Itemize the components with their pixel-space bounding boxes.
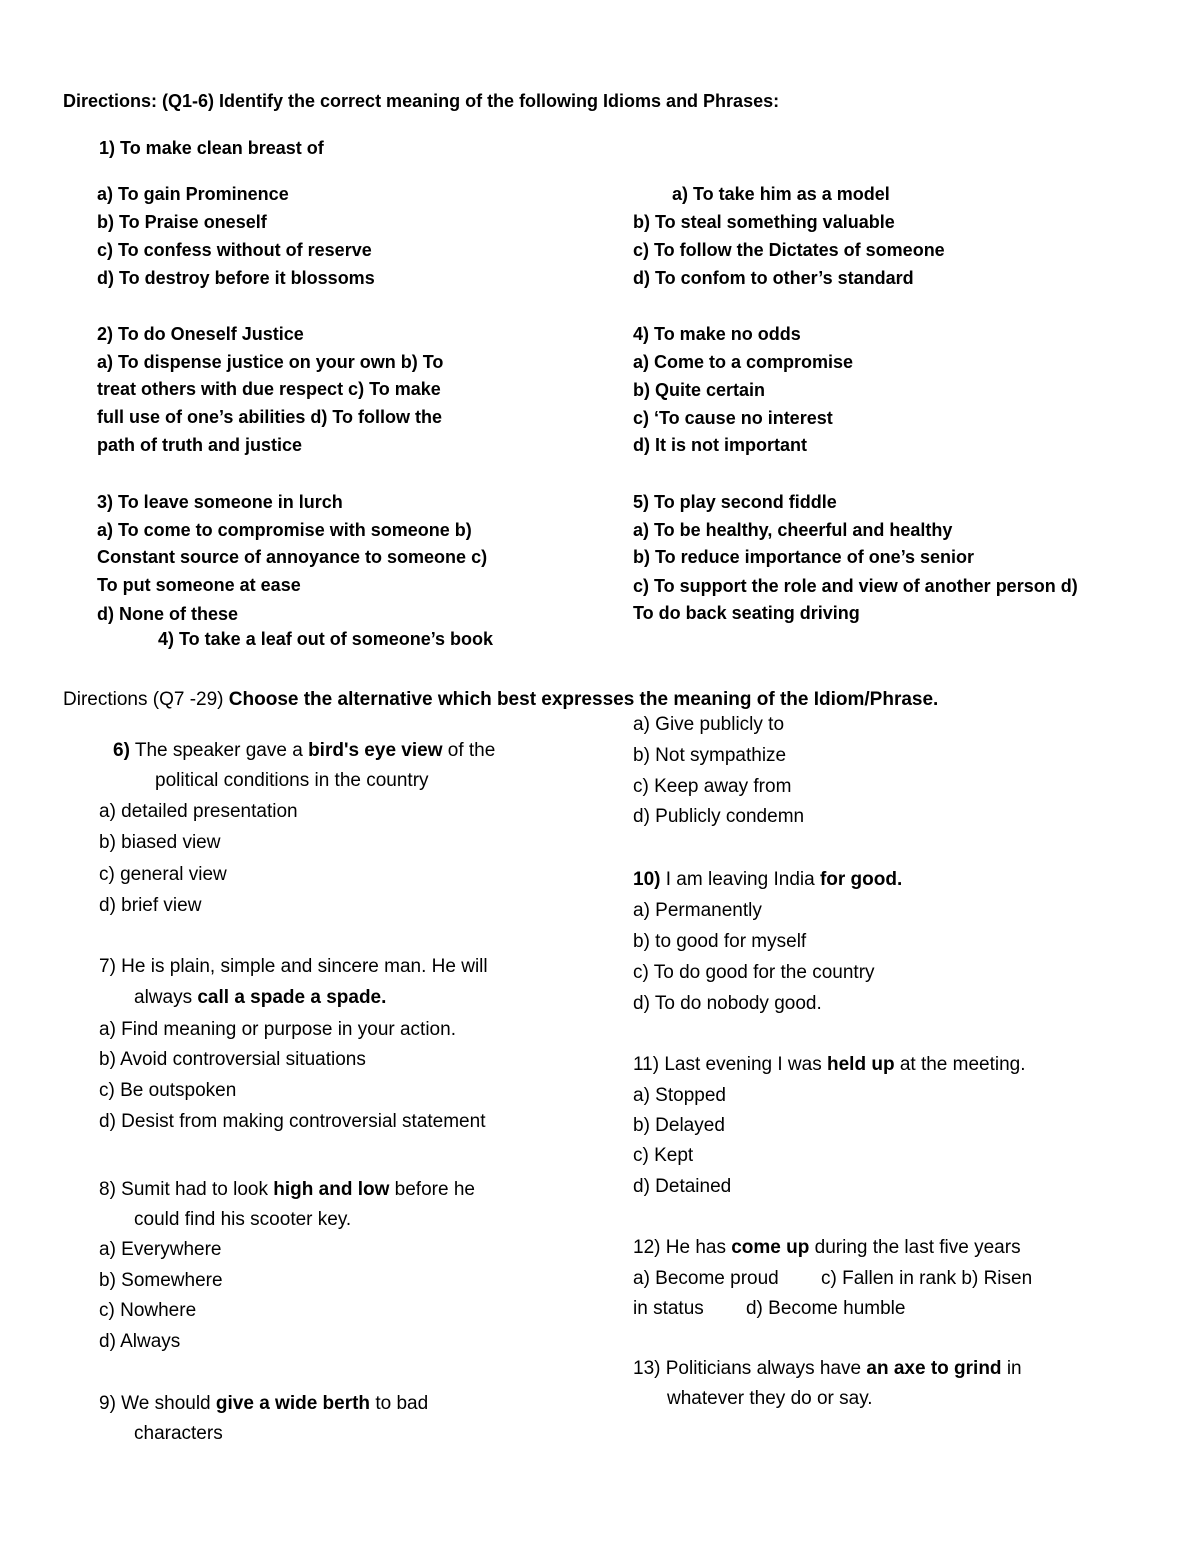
q8-option-d: d) Always xyxy=(99,1331,181,1352)
q2-line-2: treat others with due respect c) To make xyxy=(97,379,441,399)
q3-line-4: d) None of these xyxy=(97,604,239,624)
q9-number: 9) xyxy=(99,1393,116,1414)
q9-pre: We should xyxy=(115,1393,216,1414)
q6-stem-line-1 xyxy=(113,741,495,760)
q1-option-a: a) To gain Prominence xyxy=(97,184,289,204)
q5-line-1: a) To be healthy, cheerful and healthy xyxy=(633,520,953,540)
q8-pre: Sumit had to look xyxy=(115,1179,274,1200)
q11-option-c: c) Kept xyxy=(633,1145,694,1166)
q1-text: To make clean breast of xyxy=(120,138,324,158)
q4leaf-option-b: b) To steal something valuable xyxy=(633,212,895,232)
q12-idiom: come up xyxy=(731,1237,810,1258)
q6-pre: The speaker gave a xyxy=(129,740,309,761)
q8-number: 8) xyxy=(99,1179,116,1200)
q11-option-d: d) Detained xyxy=(633,1176,732,1197)
q8-option-a: a) Everywhere xyxy=(99,1239,222,1260)
q4-option-b: b) Quite certain xyxy=(633,380,766,400)
q12-post: during the last five years xyxy=(809,1237,1021,1258)
q5-number: 5) xyxy=(633,492,650,512)
q10-option-a: a) Permanently xyxy=(633,900,762,921)
q9-option-b: b) Not sympathize xyxy=(633,745,787,766)
q11-stem xyxy=(633,1055,1026,1074)
q3-number: 3) xyxy=(97,492,114,512)
q7-idiom: call a spade a spade. xyxy=(197,987,387,1008)
q11-idiom: held up xyxy=(827,1054,895,1075)
q13-stem-line-2: whatever they do or say. xyxy=(667,1388,873,1409)
q9-stem-line-2: characters xyxy=(134,1423,223,1444)
q2-number: 2) xyxy=(97,324,114,344)
q1-option-c: c) To confess without of reserve xyxy=(97,240,372,260)
q7-pre: always xyxy=(134,987,198,1008)
section1-directions: Directions: (Q1-6) Identify the correct meaning of the following Idioms and Phrases: xyxy=(63,91,780,111)
q2-line-1: a) To dispense justice on your own b) To xyxy=(97,352,444,372)
q8-idiom: high and low xyxy=(273,1179,390,1200)
q12-stem xyxy=(633,1238,1021,1257)
q11-pre: Last evening I was xyxy=(659,1054,827,1075)
q10-option-d: d) To do nobody good. xyxy=(633,993,822,1014)
q10-option-c: c) To do good for the country xyxy=(633,962,875,983)
q3-line-2: Constant source of annoyance to someone c) xyxy=(97,547,488,567)
q9-idiom: give a wide berth xyxy=(215,1393,371,1414)
q8-stem-line-1 xyxy=(99,1180,475,1199)
q3-text: To leave someone in lurch xyxy=(118,492,343,512)
q11-option-b: b) Delayed xyxy=(633,1115,725,1136)
q12-options-line-2: in status d) Become humble xyxy=(633,1298,906,1319)
q5-text: To play second fiddle xyxy=(654,492,837,512)
q1-number: 1) xyxy=(99,138,116,158)
q6-option-b: b) biased view xyxy=(99,832,221,853)
q6-option-c: c) general view xyxy=(99,864,227,885)
q6-number: 6) xyxy=(113,740,130,761)
q2-text: To do Oneself Justice xyxy=(118,324,304,344)
q1-stem xyxy=(99,139,324,157)
q5-stem xyxy=(633,493,837,511)
q6-idiom: bird's eye view xyxy=(308,740,443,761)
q2-line-3: full use of one’s abilities d) To follow the xyxy=(97,407,443,427)
q2-line-4: path of truth and justice xyxy=(97,435,302,455)
q3-stem xyxy=(97,493,343,511)
q10-stem xyxy=(633,870,902,889)
q7-text: He is plain, simple and sincere man. He will xyxy=(115,956,488,977)
q8-post: before he xyxy=(389,1179,475,1200)
q10-number: 10) xyxy=(633,869,661,890)
q10-pre: I am leaving India xyxy=(660,869,820,890)
q12-options-line-1: a) Become proud c) Fallen in rank b) Risen xyxy=(633,1268,1033,1289)
q4leaf-option-a: a) To take him as a model xyxy=(672,184,890,204)
q12-number: 12) xyxy=(633,1237,661,1258)
q6-stem-line-2: political conditions in the country xyxy=(155,770,429,791)
q7-number: 7) xyxy=(99,956,116,977)
q7-option-a: a) Find meaning or purpose in your action. xyxy=(99,1019,456,1040)
q11-number: 11) xyxy=(633,1054,660,1075)
q13-number: 13) xyxy=(633,1358,661,1379)
q4-option-c: c) ‘To cause no interest xyxy=(633,408,833,428)
q1-option-d: d) To destroy before it blossoms xyxy=(97,268,375,288)
q9-option-a: a) Give publicly to xyxy=(633,714,785,735)
q2-stem xyxy=(97,325,304,343)
q3-line-3: To put someone at ease xyxy=(97,575,301,595)
section2-directions xyxy=(63,690,938,709)
q8-option-b: b) Somewhere xyxy=(99,1270,223,1291)
q4-text: To make no odds xyxy=(654,324,801,344)
q4leaf-stem: 4) To take a leaf out of someone’s book xyxy=(158,629,494,649)
q4leaf-option-d: d) To confom to other’s standard xyxy=(633,268,914,288)
q7-option-c: c) Be outspoken xyxy=(99,1080,237,1101)
q6-option-a: a) detailed presentation xyxy=(99,801,298,822)
q5-line-4: To do back seating driving xyxy=(633,603,860,623)
q13-stem-line-1 xyxy=(633,1359,1022,1378)
q7-stem-line-1 xyxy=(99,957,488,976)
q8-stem-line-2: could find his scooter key. xyxy=(134,1209,352,1230)
q9-option-c: c) Keep away from xyxy=(633,776,792,797)
q12-pre: He has xyxy=(660,1237,732,1258)
q7-option-d: d) Desist from making controversial statement xyxy=(99,1111,486,1132)
q4-option-d: d) It is not important xyxy=(633,435,807,455)
q5-line-3: c) To support the role and view of another person d) xyxy=(633,576,1078,596)
q9-post: to bad xyxy=(370,1393,429,1414)
q4-option-a: a) Come to a compromise xyxy=(633,352,854,372)
q4-stem xyxy=(633,325,801,343)
q6-post: of the xyxy=(442,740,496,761)
q13-pre: Politicians always have xyxy=(660,1358,867,1379)
q7-option-b: b) Avoid controversial situations xyxy=(99,1049,366,1070)
q7-stem-line-2 xyxy=(134,988,386,1007)
q9-stem-line-1 xyxy=(99,1394,428,1413)
q11-option-a: a) Stopped xyxy=(633,1085,726,1106)
q8-option-c: c) Nowhere xyxy=(99,1300,197,1321)
q4leaf-option-c: c) To follow the Dictates of someone xyxy=(633,240,945,260)
q10-option-b: b) to good for myself xyxy=(633,931,807,952)
q5-line-2: b) To reduce importance of one’s senior xyxy=(633,547,975,567)
q3-line-1: a) To come to compromise with someone b) xyxy=(97,520,472,540)
q6-option-d: d) brief view xyxy=(99,895,202,916)
q9-option-d: d) Publicly condemn xyxy=(633,806,805,827)
q11-post: at the meeting. xyxy=(894,1054,1026,1075)
q13-post: in xyxy=(1001,1358,1022,1379)
q13-idiom: an axe to grind xyxy=(866,1358,1002,1379)
section2-directions-prefix: Directions (Q7 -29) xyxy=(63,689,229,710)
q10-idiom: for good. xyxy=(819,869,903,890)
q4-number: 4) xyxy=(633,324,650,344)
q1-option-b: b) To Praise oneself xyxy=(97,212,267,232)
section2-directions-bold: Choose the alternative which best expresses the meaning of the Idiom/Phrase. xyxy=(228,689,939,710)
